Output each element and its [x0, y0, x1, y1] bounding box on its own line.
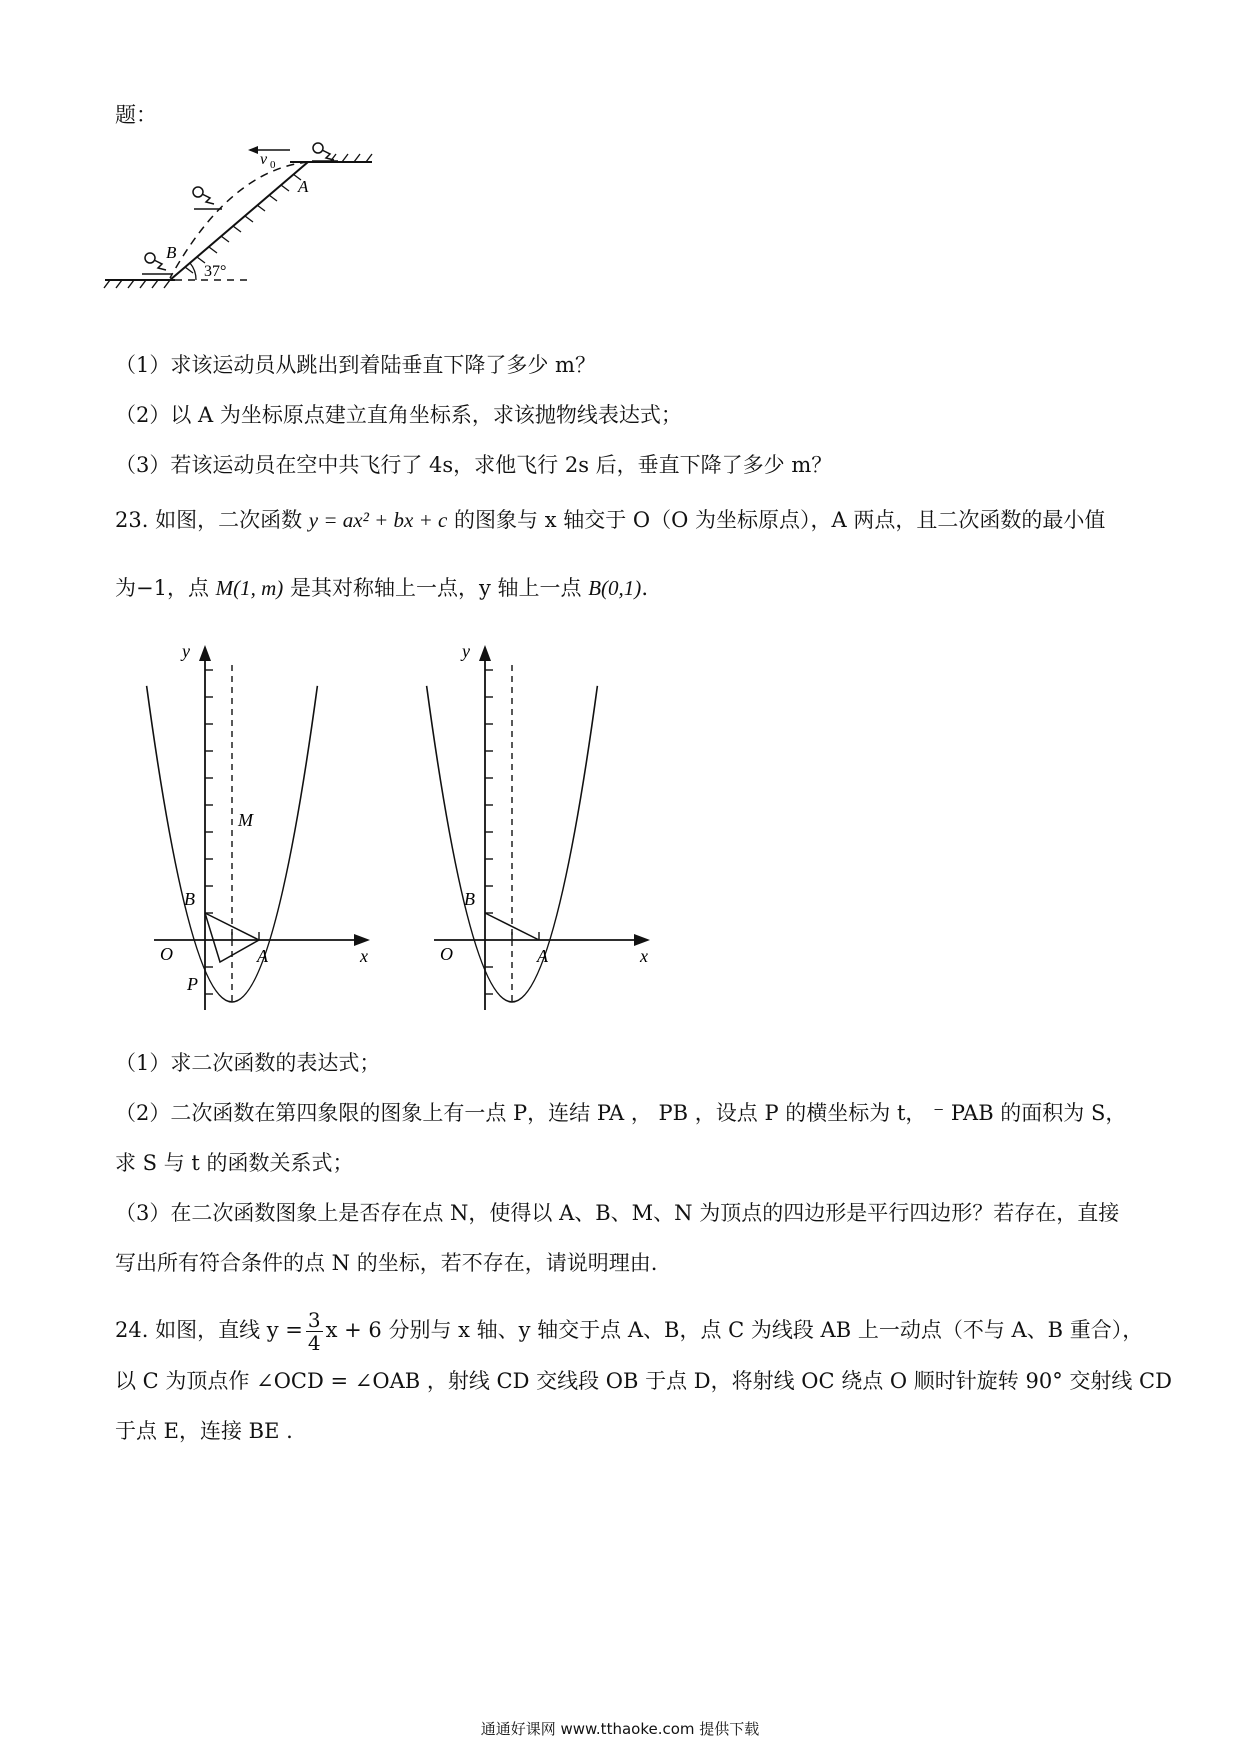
- q23-part1: （1）求二次函数的表达式；: [115, 1051, 381, 1075]
- q24-line3: 于点 E，连接 BE .: [115, 1419, 293, 1443]
- q23-part3-line2: 写出所有符合条件的点 N 的坐标，若不存在，请说明理由.: [115, 1251, 658, 1275]
- q23-figure-2: [420, 635, 660, 1010]
- q24-line1: 24. 如图，直线 y = $\frac{3}{4}$ x + 6 分别与 x 轴、y 轴交于点 A、B，点 C 为线段 AB 上一动点（不与 A、B 重合），: [115, 1308, 1144, 1355]
- q22-part3: （3）若该运动员在空中共飞行了 4s，求他飞行 2s 后，垂直下降了多少 m？: [115, 453, 833, 477]
- q23-figure-1: [140, 635, 380, 1010]
- fig1-point-b-label: B: [184, 889, 195, 909]
- q23-stem-line1: 23. 如图，二次函数 y = ax² + bx + c 的图象与 x 轴交于 O（O 为坐标原点），A 两点，且二次函数的最小值: [115, 508, 1106, 532]
- velocity-subscript: 0: [270, 159, 276, 171]
- ski-jump-figure: [100, 140, 390, 320]
- fig1-origin-label: O: [160, 944, 173, 964]
- skier-top-icon: [312, 143, 338, 161]
- fig1-point-m-label: M: [238, 810, 253, 830]
- page-footer: 通通好课网 www.tthaoke.com 提供下载: [480, 1720, 760, 1738]
- q22-part2: （2）以 A 为坐标原点建立直角坐标系，求该抛物线表达式；: [115, 403, 682, 427]
- fig2-origin-label: O: [440, 944, 453, 964]
- fig1-point-p-label: P: [187, 974, 198, 994]
- fig1-x-label: x: [360, 946, 368, 966]
- q24-line2: 以 C 为顶点作 ∠OCD = ∠OAB ，射线 CD 交线段 OB 于点 D，将射线 OC 绕点 O 顺时针旋转 90° 交射线 CD: [115, 1369, 1172, 1393]
- fig1-y-label: y: [182, 641, 190, 661]
- q23-stem-line2: 为−1，点 M(1, m) 是其对称轴上一点，y 轴上一点 B(0,1).: [115, 576, 648, 600]
- q23-point-m: M(1, m): [215, 576, 284, 600]
- q23-part2-line2: 求 S 与 t 的函数关系式；: [115, 1151, 354, 1175]
- q23-point-b: B(0,1): [588, 576, 642, 600]
- angle-label: 37°: [204, 263, 227, 280]
- fig1-point-a-label: A: [257, 946, 268, 966]
- q23-part2-line1: （2）二次函数在第四象限的图象上有一点 P，连结 PA ， PB ，设点 P 的横坐标为 t， ⁻ PAB 的面积为 S，: [115, 1101, 1127, 1125]
- point-b-label: B: [166, 243, 177, 262]
- skier-mid-icon: [193, 187, 222, 209]
- q23-part3-line1: （3）在二次函数图象上是否存在点 N，使得以 A、B、M、N 为顶点的四边形是平行四边形？若存在，直接: [115, 1201, 1120, 1225]
- velocity-label: v: [260, 151, 268, 168]
- fig2-point-a-label: A: [537, 946, 548, 966]
- intro-fragment: 题：: [115, 103, 157, 127]
- q24-fraction: $\frac{3}{4}$: [307, 1308, 321, 1355]
- q22-part1: （1）求该运动员从跳出到着陆垂直下降了多少 m？: [115, 353, 596, 377]
- fig2-point-b-label: B: [464, 889, 475, 909]
- point-a-label: A: [298, 177, 309, 196]
- q23-formula: y = ax² + bx + c: [308, 508, 448, 532]
- fig2-y-label: y: [462, 641, 470, 661]
- fig2-x-label: x: [640, 946, 648, 966]
